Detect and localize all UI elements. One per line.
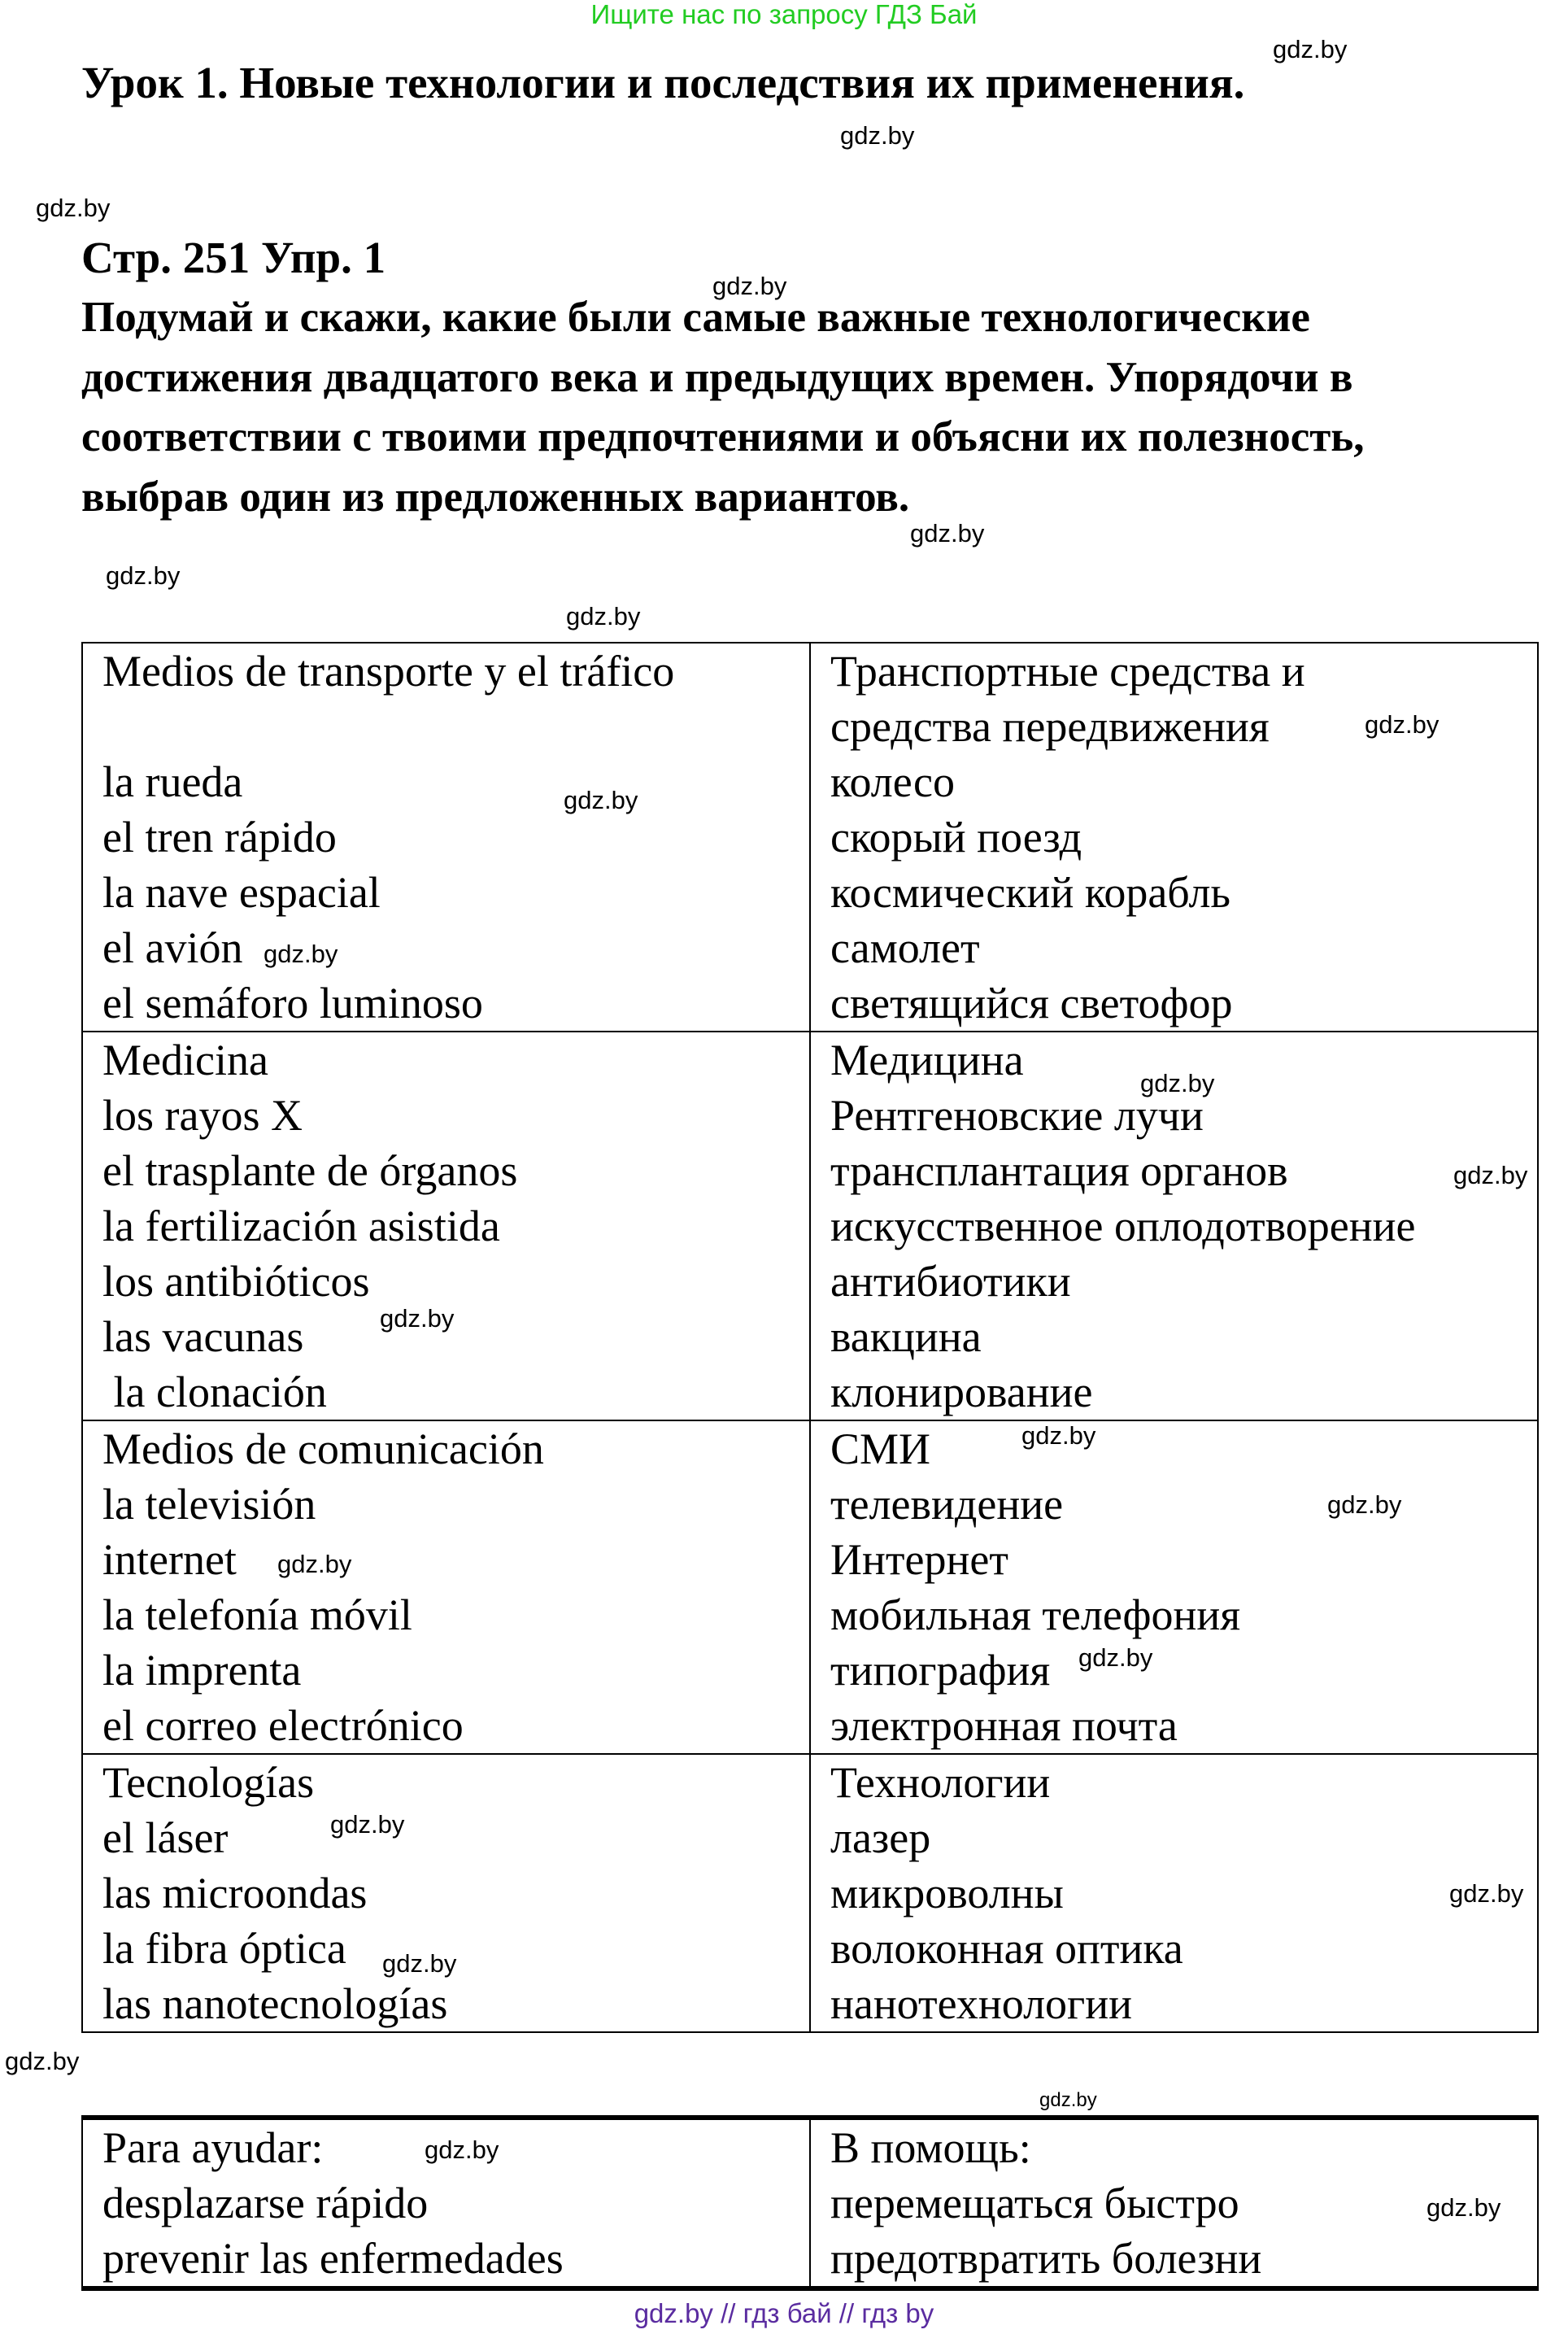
watermark: gdz.by <box>840 121 915 150</box>
task-line: Подумай и скажи, какие были самые важные технологические <box>81 294 1310 341</box>
watermark: gdz.by <box>1365 710 1440 739</box>
term-line: самолет <box>830 923 980 972</box>
section-heading: Para ayudar: <box>102 2123 324 2172</box>
watermark: gdz.by <box>1453 1161 1528 1189</box>
term-line: los antibióticos <box>102 1257 370 1306</box>
section-heading: Транспортные средства и <box>830 647 1305 696</box>
term-line: скорый поезд <box>830 813 1082 862</box>
spanish-cell <box>82 1754 810 2032</box>
term-line: телевидение <box>830 1480 1064 1529</box>
watermark: gdz.by <box>264 940 338 968</box>
term-line: предотвратить болезни <box>830 2234 1262 2283</box>
term-line: las microondas <box>102 1869 368 1917</box>
spanish-cell <box>82 1032 810 1420</box>
section-heading: Tecnologías <box>102 1758 315 1807</box>
watermark: gdz.by <box>1449 1879 1524 1908</box>
section-heading: Медицина <box>830 1036 1024 1084</box>
term-line: la rueda <box>102 757 243 806</box>
term-line: las vacunas <box>102 1312 304 1361</box>
term-line: desplazarse rápido <box>102 2179 429 2227</box>
term-line: трансплантация органов <box>830 1146 1288 1195</box>
section-heading: Технологии <box>830 1758 1051 1807</box>
watermark: gdz.by <box>566 602 641 630</box>
spanish-cell <box>82 643 810 1032</box>
help-table <box>81 2115 1539 2291</box>
watermark: gdz.by <box>1273 35 1348 63</box>
term-line: нанотехнологии <box>830 1979 1132 2028</box>
footer-links: gdz.by // гдз бай // гдз by <box>634 2298 934 2328</box>
table-row <box>82 643 1538 1032</box>
russian-cell <box>810 1420 1538 1754</box>
term-line: лазер <box>830 1813 931 1862</box>
russian-cell <box>810 1754 1538 2032</box>
watermark: gdz.by <box>1327 1490 1402 1519</box>
term-line: internet <box>102 1535 237 1584</box>
term-line: el trasplante de órganos <box>102 1146 518 1195</box>
term-line: la imprenta <box>102 1646 302 1695</box>
watermark: gdz.by <box>1140 1069 1215 1097</box>
section-heading: Medios de transporte y el tráfico <box>102 647 675 696</box>
watermark: gdz.by <box>380 1304 455 1333</box>
task-text <box>81 288 1545 527</box>
lesson-title: Урок 1. Новые технологии и последствия их применения. <box>81 58 1245 107</box>
term-line: el láser <box>102 1813 229 1862</box>
term-line: клонирование <box>830 1368 1093 1416</box>
watermark: gdz.by <box>564 786 638 814</box>
term-line: las nanotecnologías <box>102 1979 448 2028</box>
watermark: gdz.by <box>382 1949 457 1978</box>
watermark: gdz.by <box>712 272 787 300</box>
term-line: микроволны <box>830 1869 1064 1917</box>
term-line: el avión <box>102 923 243 972</box>
term-line: типография <box>830 1646 1051 1695</box>
term-line: la fertilización asistida <box>102 1202 500 1250</box>
section-heading: Medicina <box>102 1036 268 1084</box>
term-line: светящийся светофор <box>830 979 1233 1027</box>
task-line: соответствии с твоими предпочтениями и объясни их полезность, <box>81 413 1365 460</box>
vocabulary-table <box>81 642 1539 2033</box>
russian-cell <box>810 643 1538 1032</box>
spanish-cell <box>82 1420 810 1754</box>
watermark: gdz.by <box>277 1550 352 1578</box>
term-line: Рентгеновские лучи <box>830 1091 1204 1140</box>
term-line: la televisión <box>102 1480 316 1529</box>
term-line: космический корабль <box>830 868 1231 917</box>
table-row <box>82 1420 1538 1754</box>
table-row <box>82 2118 1538 2288</box>
term-line: la clonación <box>102 1368 327 1416</box>
watermark: gdz.by <box>36 194 111 222</box>
task-line: достижения двадцатого века и предыдущих времен. Упорядочи в <box>81 353 1353 401</box>
section-heading: СМИ <box>830 1424 931 1473</box>
watermark: gdz.by <box>1021 1421 1096 1450</box>
term-line: электронная почта <box>830 1701 1178 1750</box>
search-banner: Ищите нас по запросу ГДЗ Бай <box>590 0 978 29</box>
term-line: el tren rápido <box>102 813 337 862</box>
term-line: los rayos X <box>102 1091 303 1140</box>
term-line: мобильная телефония <box>830 1590 1241 1639</box>
term-line: колесо <box>830 757 956 806</box>
watermark: gdz.by <box>425 2136 499 2164</box>
table-row <box>82 1032 1538 1420</box>
table-row <box>82 1754 1538 2032</box>
watermark: gdz.by <box>106 561 181 590</box>
term-line: искусственное оплодотворение <box>830 1202 1416 1250</box>
term-line: Интернет <box>830 1535 1008 1584</box>
watermark: gdz.by <box>910 519 985 548</box>
term-line: антибиотики <box>830 1257 1071 1306</box>
term-line: перемещаться быстро <box>830 2179 1239 2227</box>
watermark: gdz.by <box>5 2047 80 2075</box>
term-line: prevenir las enfermedades <box>102 2234 564 2283</box>
term-line: la nave espacial <box>102 868 381 917</box>
watermark: gdz.by <box>330 1810 405 1839</box>
exercise-reference: Стр. 251 Упр. 1 <box>81 233 386 282</box>
term-line: средства передвижения <box>830 702 1270 751</box>
term-line: el semáforo luminoso <box>102 979 483 1027</box>
term-line: el correo electrónico <box>102 1701 464 1750</box>
term-line <box>102 699 809 754</box>
task-line: выбрав один из предложенных вариантов. <box>81 473 910 521</box>
term-line: la fibra óptica <box>102 1924 346 1973</box>
term-line: la telefonía móvil <box>102 1590 412 1639</box>
watermark: gdz.by <box>1426 2193 1501 2222</box>
watermark: gdz.by <box>1039 2089 1097 2111</box>
term-line: волоконная оптика <box>830 1924 1183 1973</box>
watermark: gdz.by <box>1078 1643 1153 1672</box>
section-heading: В помощь: <box>830 2123 1031 2172</box>
term-line: вакцина <box>830 1312 982 1361</box>
section-heading: Medios de comunicación <box>102 1424 544 1473</box>
